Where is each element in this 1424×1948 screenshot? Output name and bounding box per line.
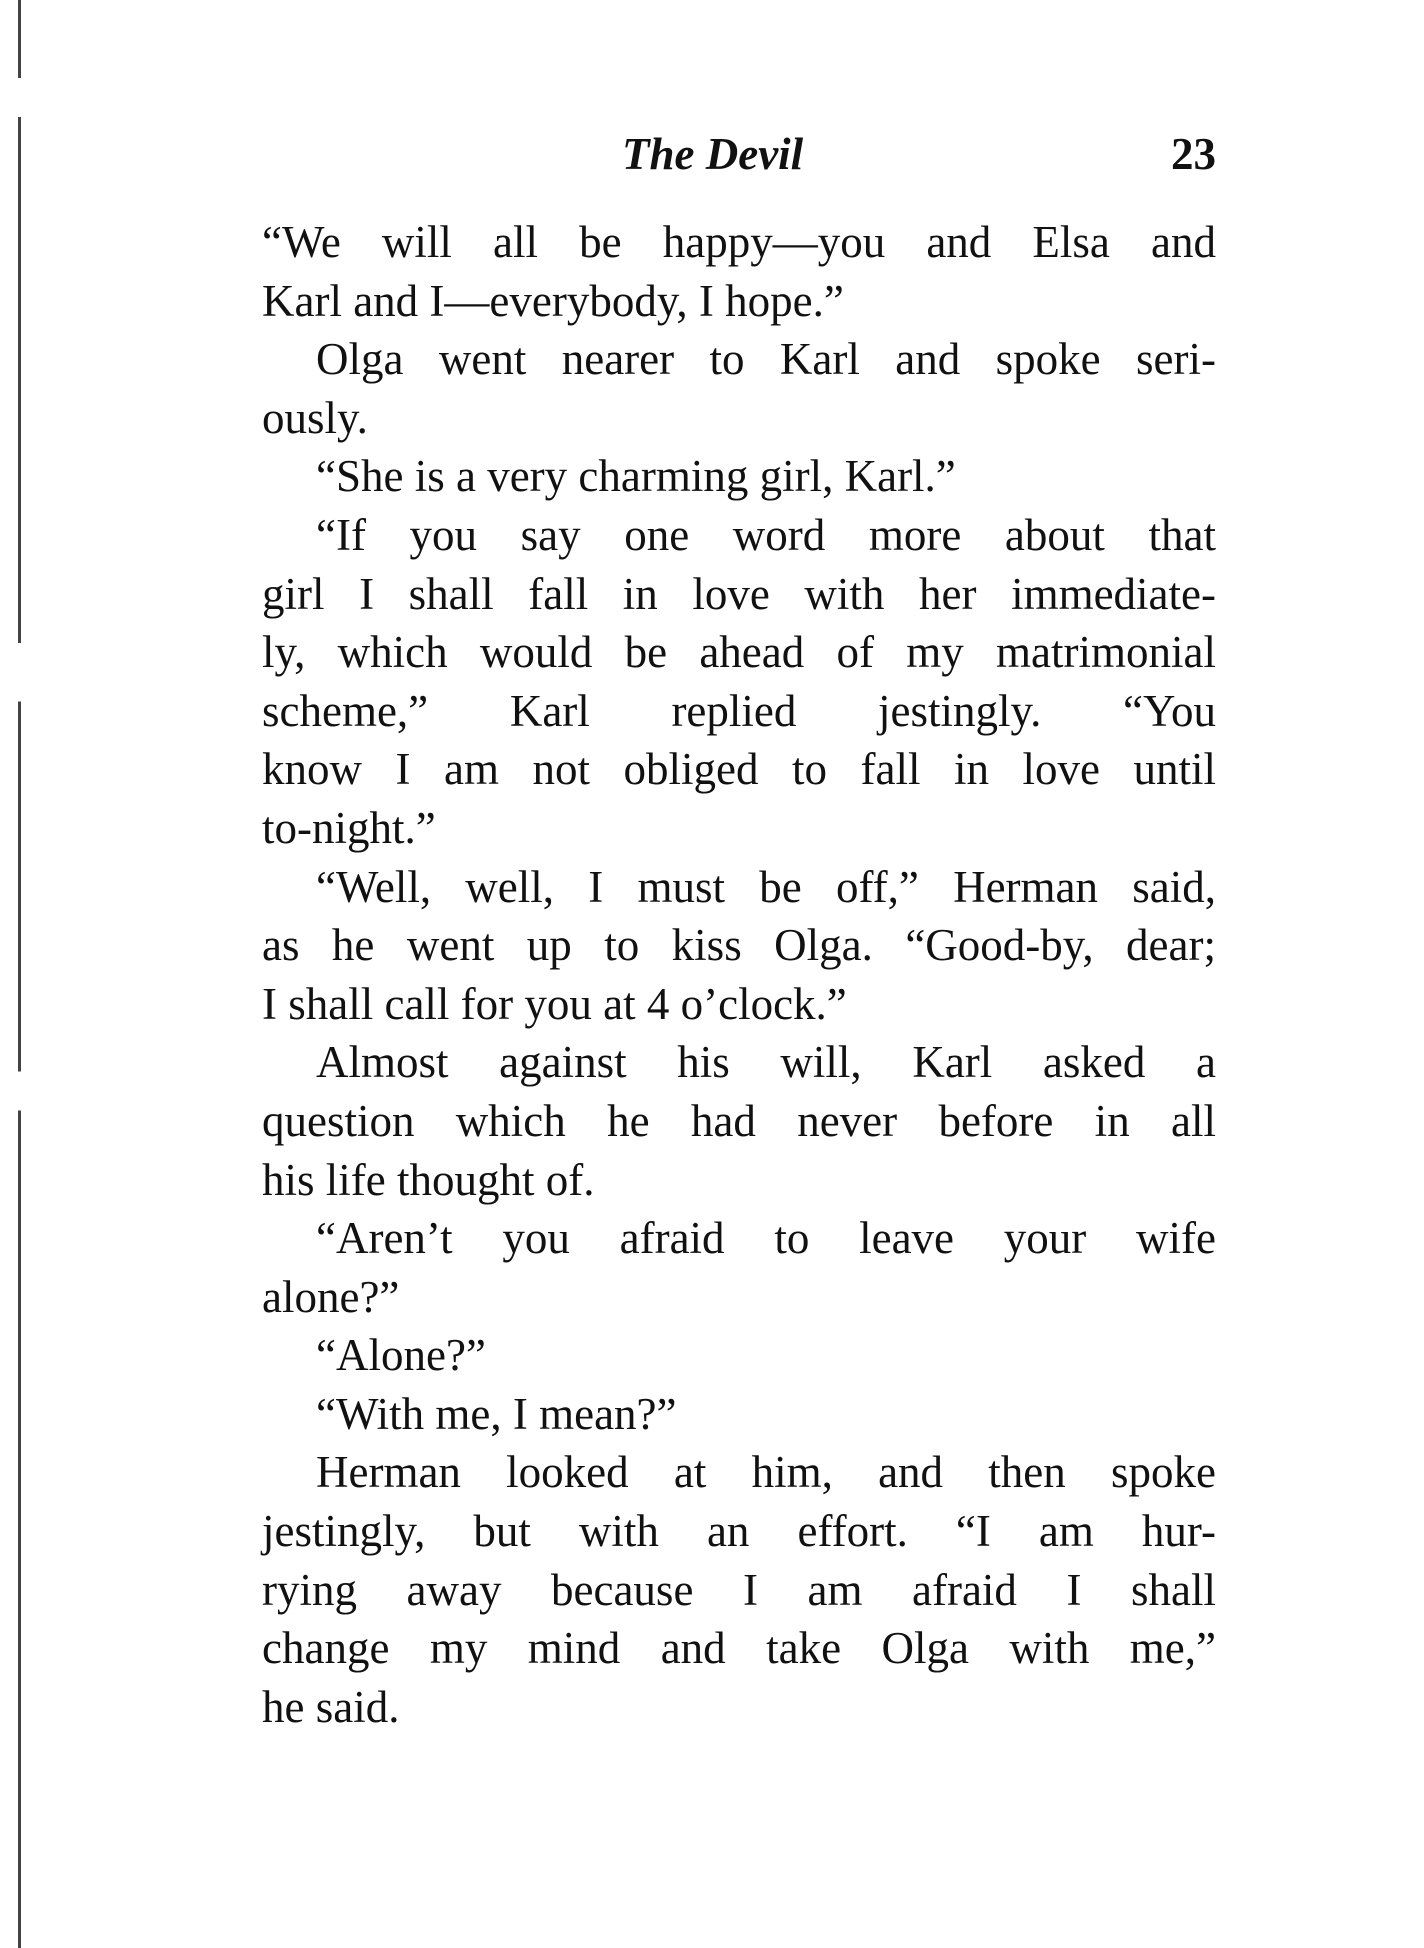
page-number: 23: [1171, 129, 1216, 179]
text-line: as he went up to kiss Olga. “Good-by, dear;: [262, 920, 1216, 971]
text-line: scheme,” Karl replied jestingly. “You: [262, 685, 1216, 736]
page-binding-edge: [18, 0, 21, 1948]
text-line: ously.: [262, 392, 368, 443]
text-line: “Well, well, I must be off,” Herman said,: [316, 861, 1216, 912]
text-line: know I am not obliged to fall in love until: [262, 744, 1216, 795]
text-line: “With me, I mean?”: [316, 1388, 677, 1439]
text-line: question which he had never before in all: [262, 1095, 1216, 1146]
text-line: “Alone?”: [316, 1330, 486, 1381]
text-line: Olga went nearer to Karl and spoke seri-: [316, 334, 1216, 385]
text-line: Karl and I—everybody, I hope.”: [262, 275, 844, 326]
text-line: Almost against his will, Karl asked a: [316, 1037, 1216, 1088]
text-line: “She is a very charming girl, Karl.”: [316, 451, 956, 502]
text-line: jestingly, but with an effort. “I am hur-: [262, 1506, 1216, 1557]
text-line: he said.: [262, 1681, 400, 1732]
text-line: ly, which would be ahead of my matrimonial: [262, 627, 1216, 678]
text-line: “We will all be happy—you and Elsa and: [262, 217, 1216, 267]
text-line: I shall call for you at 4 o’clock.”: [262, 978, 847, 1029]
text-line: change my mind and take Olga with me,”: [262, 1623, 1216, 1674]
text-line: girl I shall fall in love with her immediate-: [262, 568, 1216, 619]
running-title: The Devil: [622, 129, 804, 179]
text-line: his life thought of.: [262, 1154, 595, 1205]
page-header: [262, 128, 1216, 188]
text-line: Herman looked at him, and then spoke: [316, 1447, 1216, 1498]
text-line: “Aren’t you afraid to leave your wife: [316, 1213, 1216, 1264]
body-text: [262, 213, 1216, 1736]
text-line: “If you say one word more about that: [316, 509, 1216, 560]
text-line: alone?”: [262, 1271, 400, 1322]
text-line: to-night.”: [262, 802, 436, 853]
text-line: rying away because I am afraid I shall: [262, 1564, 1216, 1615]
